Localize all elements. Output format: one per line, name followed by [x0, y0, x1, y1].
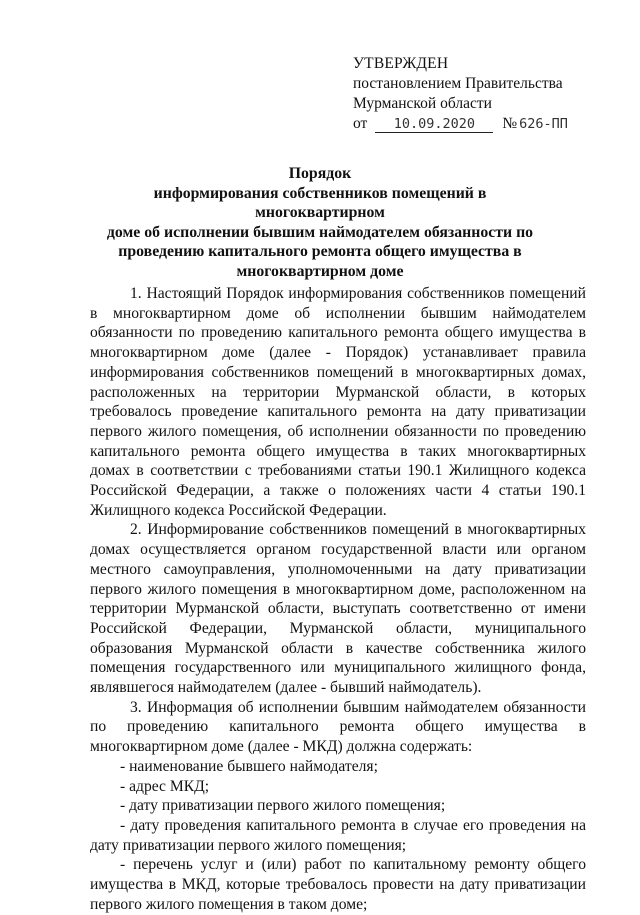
approval-date-line: [353, 114, 568, 134]
title-line: доме об исполнении бывшим наймодателем обязанности по: [106, 223, 534, 241]
approval-number: 626-ПП: [519, 116, 568, 132]
approval-heading: УТВЕРЖДЕН: [353, 55, 449, 72]
approval-line: постановлением Правительства: [353, 75, 563, 92]
document-title: [100, 164, 540, 281]
paragraph-3: 3. Информация об исполнении бывшим наймодателем обязанности по проведению капитального ремонта общего имущества в многоквартирном доме (далее - МКД) должна содержать:: [90, 698, 586, 756]
approval-date: 10.09.2020: [375, 117, 493, 133]
approval-line: Мурманской области: [353, 95, 492, 112]
date-prefix: от: [353, 115, 368, 132]
approval-block: [353, 54, 568, 134]
title-line: многоквартирном доме: [236, 262, 404, 280]
list-item: - дату приватизации первого жилого помещения;: [120, 797, 446, 815]
number-label: №: [502, 115, 518, 132]
paragraph-2: 2. Информирование собственников помещений в многоквартирных домах осуществляется органом государственной власти или органом местного самоуправления, уполномоченными на дату приватизации первого жилого помещения в многоквартирном доме, расположенном на территории Мурманской области, выступать соответственно от имени Российской Федерации, Мурманской области, муниципального образования Мурманской области в качестве собственника жилого помещения государственного или муниципального жилищного фонда, являвшегося наймодателем (далее - бывший наймодатель).: [90, 521, 586, 697]
list-item: - адрес МКД;: [120, 777, 210, 795]
paragraph-1: 1. Настоящий Порядок информирования собственников помещений в многоквартирном доме об исполнении бывшим наймодателем обязанности по проведению капитального ремонта общего имущества в многоквартирном доме (далее - Порядок) устанавливает правила информирования собственников помещений в многоквартирных домах, расположенных на территории Мурманской области, в которых требовалось проведение капитального ремонта на дату приватизации первого жилого помещения, об исполнении обязанности по проведению капитального ремонта общего имущества в таких многоквартирных домах в соответствии с требованиями статьи 190.1 Жилищного кодекса Российской Федерации, а также о положениях части 4 статьи 190.1 Жилищного кодекса Российской Федерации.: [90, 285, 586, 519]
list-item: - перечень услуг и (или) работ по капитальному ремонту общего имущества в МКД, которые требовалось провести на дату приватизации первого жилого помещения в таком доме;: [90, 856, 586, 913]
title-line: проведению капитального ремонта общего имущества в: [118, 243, 522, 260]
title-line: Порядок: [288, 165, 352, 182]
list-item: - наименование бывшего наймодателя;: [120, 757, 378, 775]
list-item: - дату проведения капитального ремонта в случае его проведения на дату приватизации первого жилого помещения;: [90, 816, 586, 854]
document-body: [90, 284, 586, 915]
title-line: информирования собственников помещений в многоквартирном: [153, 184, 487, 221]
